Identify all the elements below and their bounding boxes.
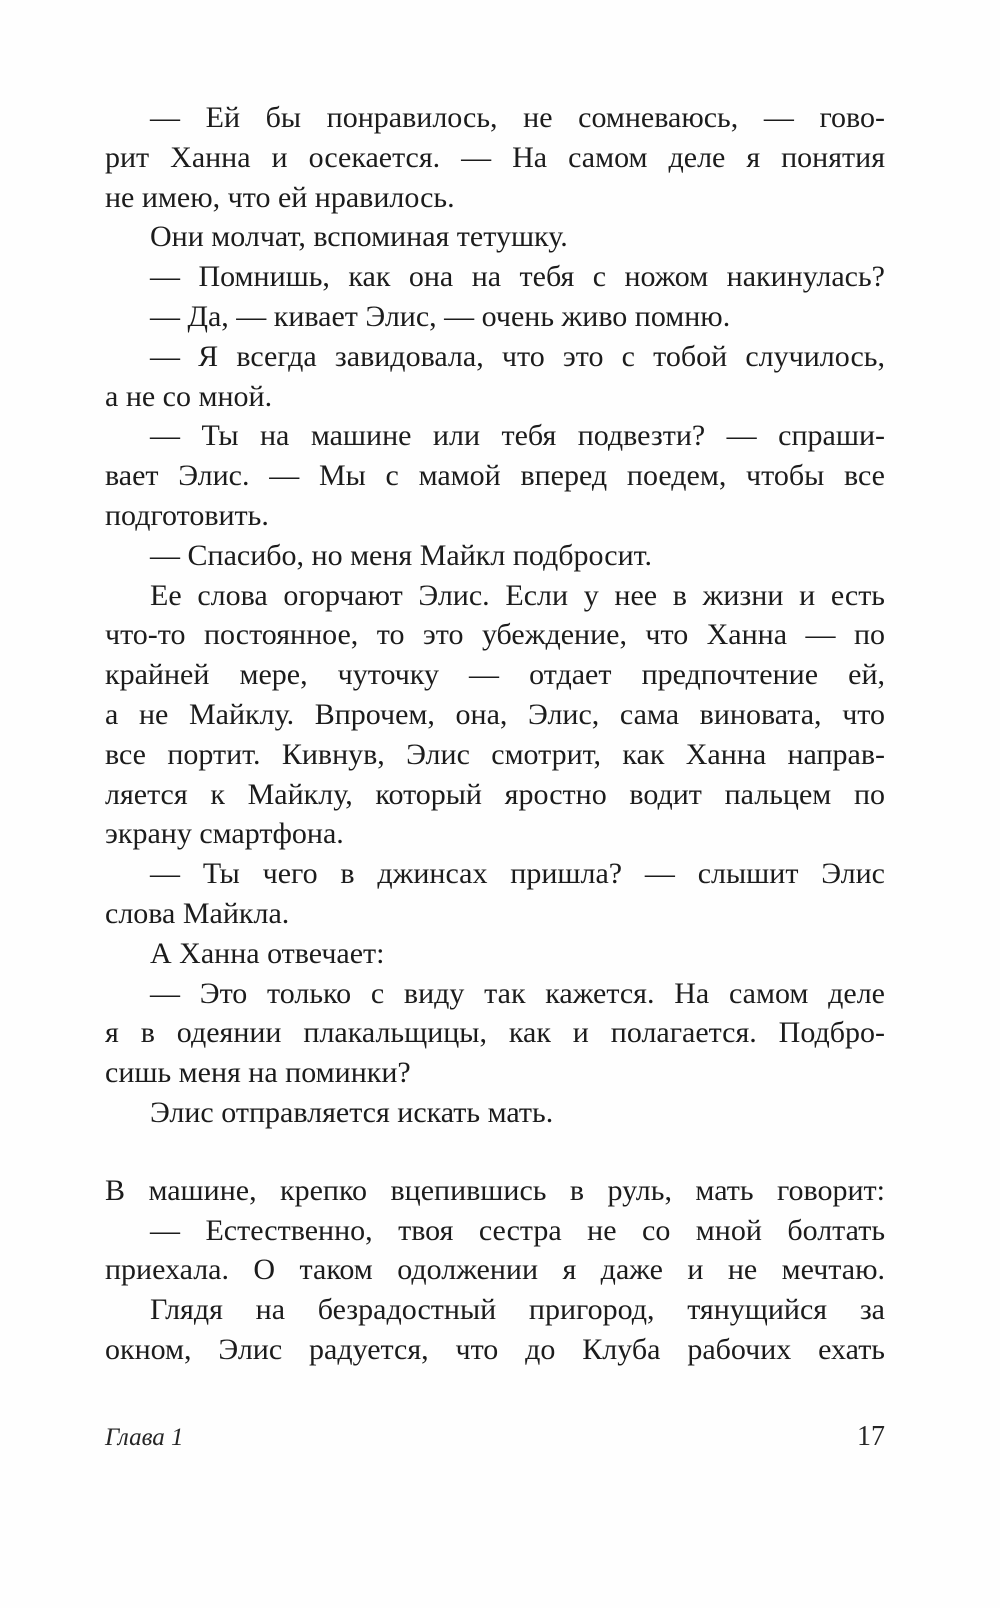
text-line: сишь меня на поминки? <box>105 1056 411 1090</box>
text-line: — Ты на машине или тебя подвезти? — спраши- <box>150 419 885 453</box>
text-line: — Ей бы понравилось, не сомневаюсь, — гово- <box>150 101 885 134</box>
text-line: — Помнишь, как она на тебя с ножом накинулась? <box>150 260 885 294</box>
text-line: — Естественно, твоя сестра не со мной болтать <box>150 1213 885 1247</box>
text-line: слова Майкла. <box>105 896 290 930</box>
text-line: А Ханна отвечает: <box>150 936 385 970</box>
text-line: Глядя на безрадостный пригород, тянущийся за <box>150 1293 885 1327</box>
running-footer-chapter: Глава 1 <box>105 1424 184 1451</box>
text-line: все портит. Кивнув, Элис смотрит, как Ханна направ- <box>105 737 885 771</box>
text-line: — Я всегда завидовала, что это с тобой случилось, <box>150 339 885 373</box>
text-line: ляется к Майклу, который яростно водит пальцем по <box>105 777 885 811</box>
text-line: Элис отправляется искать мать. <box>150 1095 554 1129</box>
body-text <box>105 98 885 1370</box>
text-line: вает Элис. — Мы с мамой вперед поедем, чтобы все <box>105 459 885 493</box>
text-line: окном, Элис радуется, что до Клуба рабочих ехать <box>105 1332 885 1366</box>
text-line: что-то постоянное, то это убеждение, что Ханна — по <box>105 618 885 652</box>
text-line: а не Майклу. Впрочем, она, Элис, сама виновата, что <box>105 697 885 731</box>
text-line: я в одеянии плакальщицы, как и полагается. Подбро- <box>105 1016 885 1050</box>
section-break <box>105 1133 885 1171</box>
text-line: экрану смартфона. <box>105 817 344 851</box>
text-line: подготовить. <box>105 498 269 532</box>
text-line: — Спасибо, но меня Майкл подбросит. <box>150 538 653 572</box>
text-line: — Ты чего в джинсах пришла? — слышит Элис <box>150 857 885 891</box>
text-line: — Да, — кивает Элис, — очень живо помню. <box>150 299 731 333</box>
text-line: приехала. О таком одолжении я даже и не мечтаю. <box>105 1253 885 1287</box>
text-line: а не со мной. <box>105 379 273 413</box>
text-line: Они молчат, вспоминая тетушку. <box>150 220 568 254</box>
text-line: — Это только с виду так кажется. На самом деле <box>150 976 885 1010</box>
text-line: В машине, крепко вцепившись в руль, мать говорит: <box>105 1173 885 1207</box>
text-line: Ее слова огорчают Элис. Если у нее в жизни и есть <box>150 578 885 612</box>
text-line: крайней мере, чуточку — отдает предпочтение ей, <box>105 658 885 692</box>
text-line: рит Ханна и осекается. — На самом деле я понятия <box>105 140 885 174</box>
text-line: не имею, что ей нравилось. <box>105 180 455 214</box>
page-number: 17 <box>857 1421 885 1452</box>
